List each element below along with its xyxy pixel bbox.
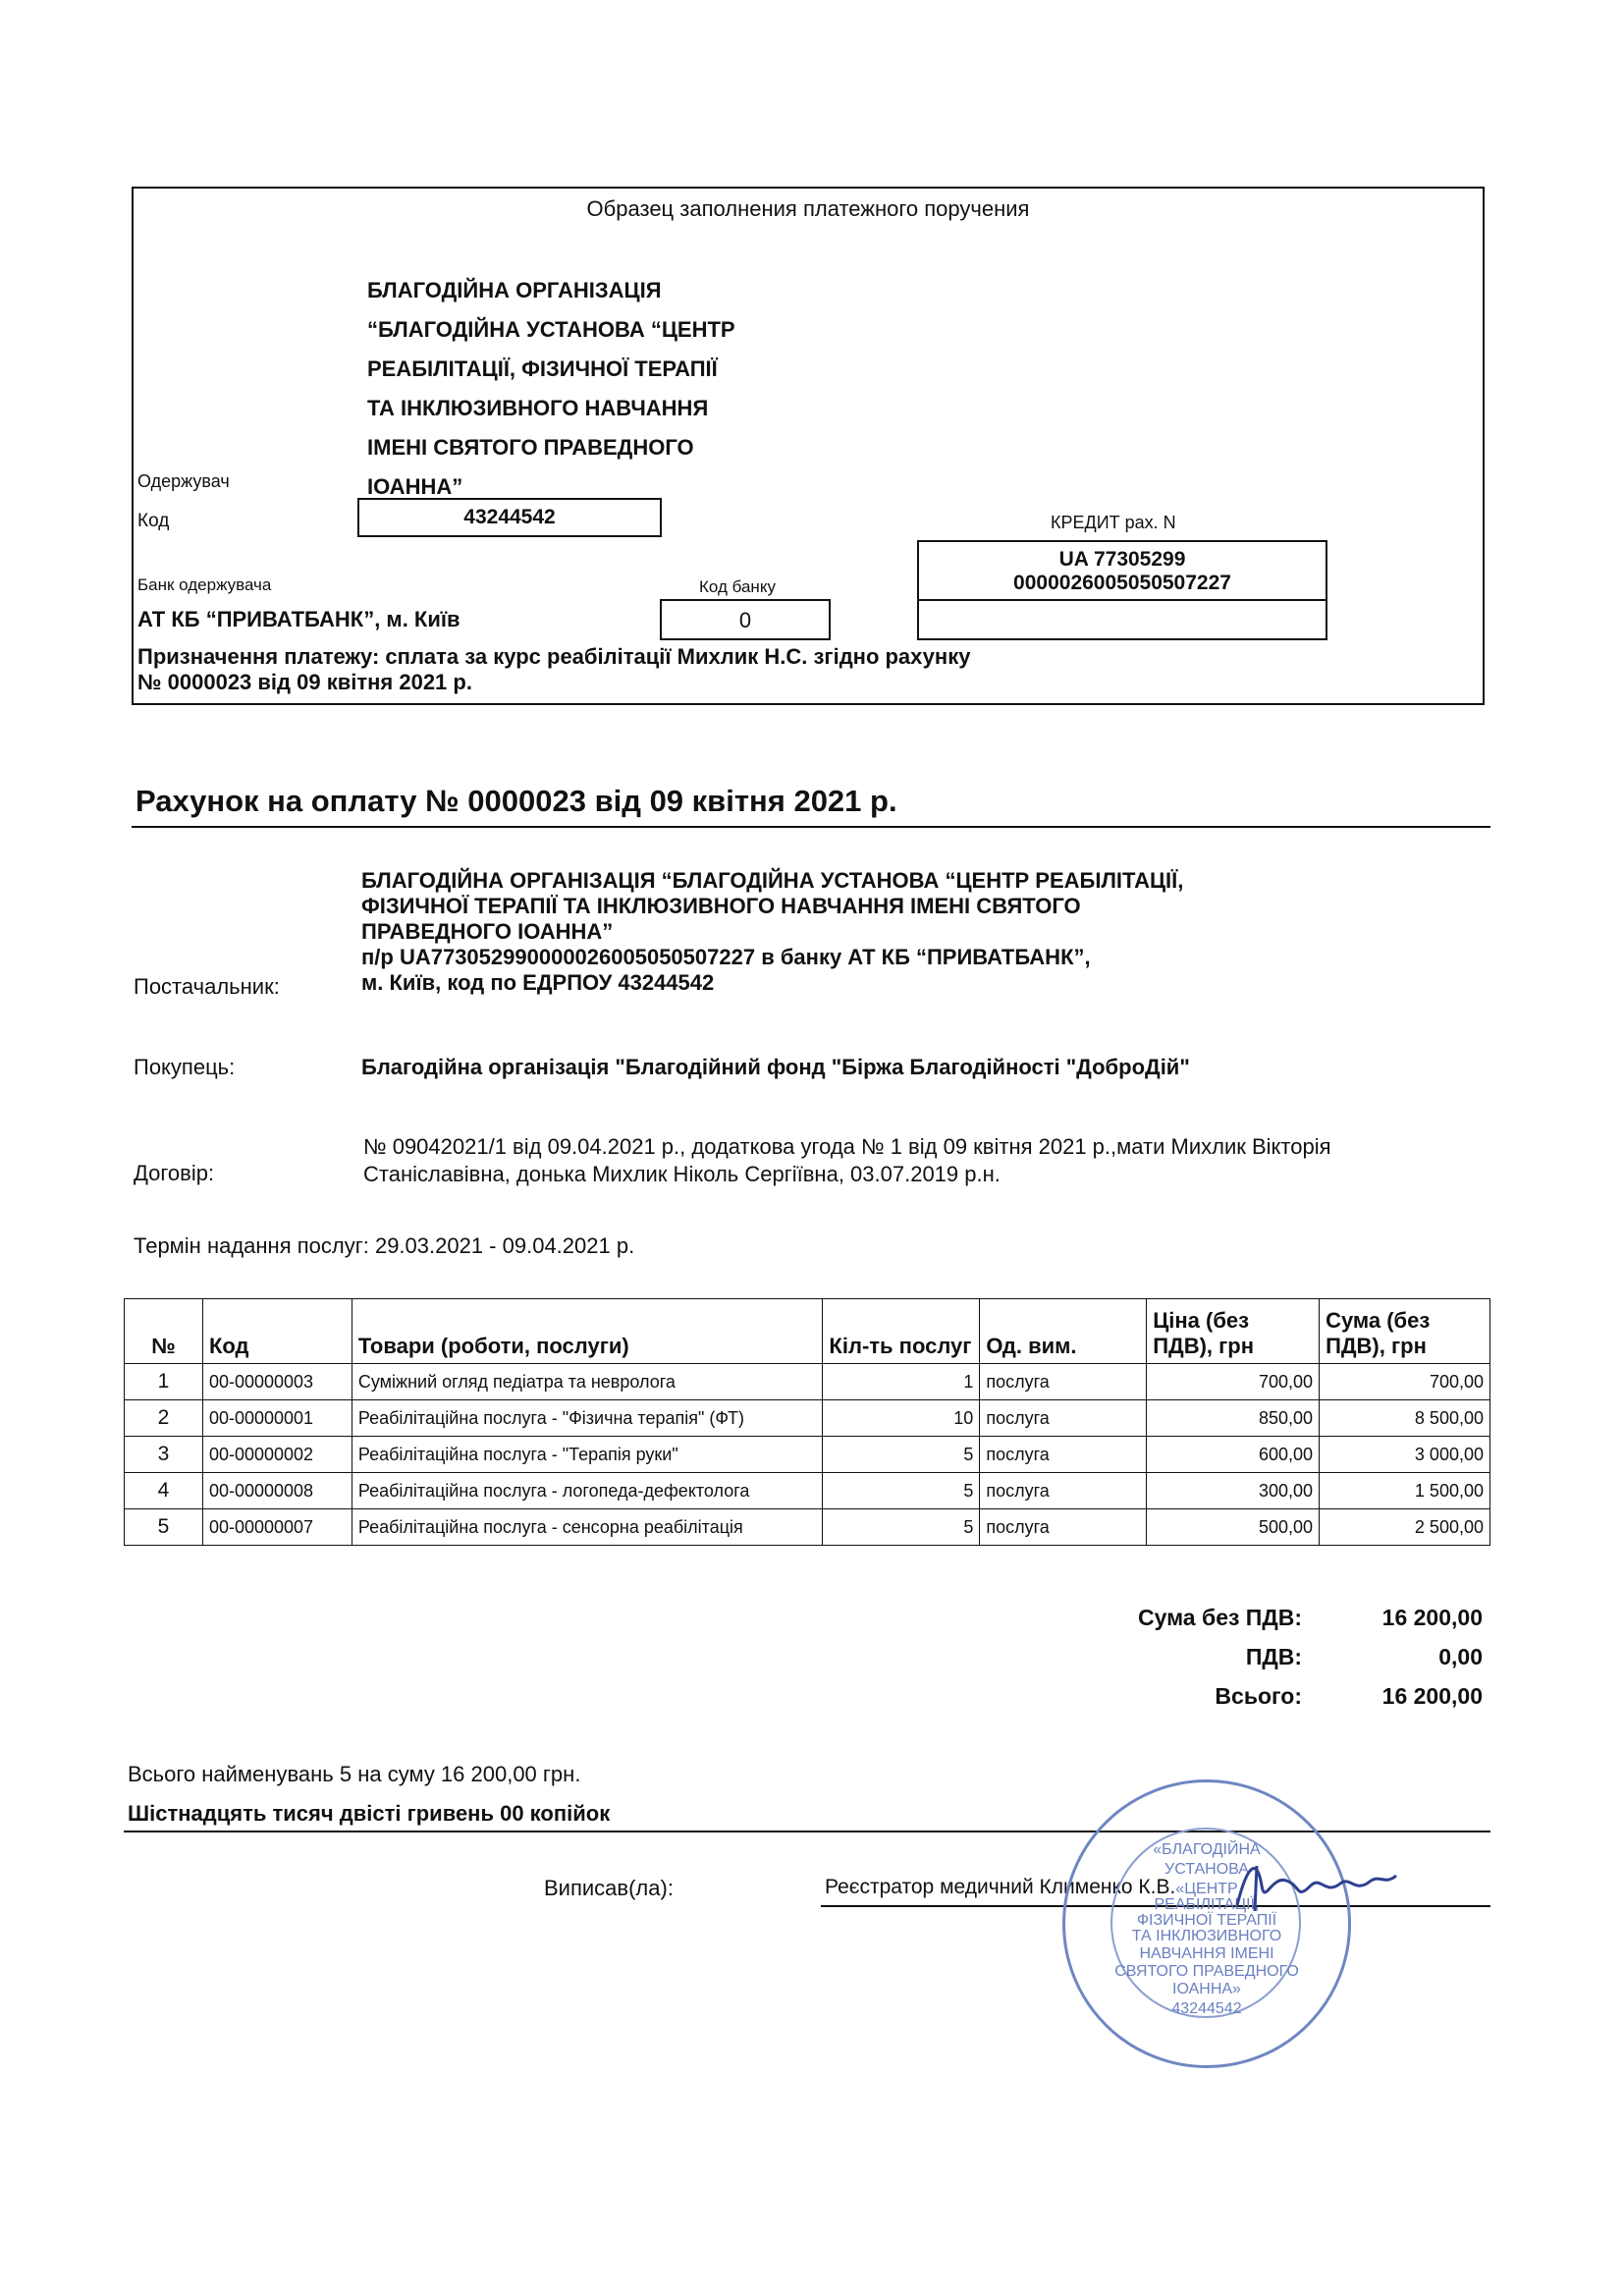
cell-sum: 700,00 [1320, 1364, 1490, 1400]
table-header-row [125, 1299, 1490, 1364]
cell-number: 1 [125, 1364, 203, 1400]
service-term: Термін надання послуг: 29.03.2021 - 09.04.2021 р. [134, 1233, 635, 1258]
cell-price: 600,00 [1147, 1437, 1320, 1473]
account-line-2: 0000026005050507227 [1013, 572, 1231, 594]
cell-qty: 5 [823, 1437, 980, 1473]
cell-unit: послуга [980, 1400, 1147, 1437]
cell-code: 00-00000001 [202, 1400, 352, 1437]
recipient-label: Одержувач [137, 471, 230, 491]
total-value: 16 200,00 [1381, 1683, 1483, 1709]
cell-qty: 5 [823, 1509, 980, 1546]
bank-code-box: 0 [660, 599, 831, 640]
cell-price: 500,00 [1147, 1509, 1320, 1546]
cell-unit: послуга [980, 1364, 1147, 1400]
supplier-line: м. Київ, код по ЕДРПОУ 43244542 [361, 970, 715, 995]
account-box [917, 540, 1327, 640]
table-row [125, 1509, 1490, 1546]
stamp-text: 43244542 [1171, 2000, 1242, 2017]
total-label: Всього: [1215, 1683, 1302, 1709]
cell-sum: 3 000,00 [1320, 1437, 1490, 1473]
purpose-line-1: Призначення платежу: сплата за курс реабілітації Михлик Н.С. згідно рахунку [137, 644, 971, 669]
cell-price: 700,00 [1147, 1364, 1320, 1400]
cell-unit: послуга [980, 1437, 1147, 1473]
supplier-line: ФІЗИЧНОЇ ТЕРАПІЇ ТА ІНКЛЮЗИВНОГО НАВЧАННЯ ІМЕНІ СВЯТОГО [361, 894, 1081, 918]
cell-qty: 10 [823, 1400, 980, 1437]
col-header-goods: Товари (роботи, послуги) [352, 1299, 823, 1364]
invoice-title: Рахунок на оплату № 0000023 від 09 квітня 2021 р. [135, 784, 897, 818]
cell-name: Реабілітаційна послуга - "Терапія руки" [352, 1437, 823, 1473]
credit-label: КРЕДИТ рах. N [1051, 513, 1176, 532]
recipient-line: ІМЕНІ СВЯТОГО ПРАВЕДНОГО [367, 435, 694, 460]
subtotal-label: Сума без ПДВ: [1138, 1605, 1302, 1630]
cell-number: 5 [125, 1509, 203, 1546]
vat-value: 0,00 [1438, 1644, 1483, 1669]
purpose-line-2: № 0000023 від 09 квітня 2021 р. [137, 670, 472, 694]
supplier-details [361, 868, 1183, 996]
supplier-label: Постачальник: [134, 974, 280, 999]
payment-form-title: Образец заполнения платежного поручения [586, 196, 1030, 221]
stamp-text: НАВЧАННЯ ІМЕНІ [1139, 1945, 1274, 1962]
stamp-text: ІОАННА» [1172, 1981, 1241, 1997]
cell-unit: послуга [980, 1509, 1147, 1546]
recipient-line: ТА ІНКЛЮЗИВНОГО НАВЧАННЯ [367, 396, 709, 420]
col-header-number: № [125, 1299, 203, 1364]
cell-code: 00-00000008 [202, 1473, 352, 1509]
recipient-line: “БЛАГОДІЙНА УСТАНОВА “ЦЕНТР [367, 317, 735, 342]
stamp-text: «ЦЕНТР [1175, 1881, 1238, 1897]
account-divider [919, 599, 1326, 601]
recipient-line: БЛАГОДІЙНА ОРГАНІЗАЦІЯ [367, 278, 662, 302]
stamp-text: ФІЗИЧНОЇ ТЕРАПІЇ [1136, 1912, 1277, 1929]
cell-code: 00-00000007 [202, 1509, 352, 1546]
cell-name: Реабілітаційна послуга - "Фізична терапія" (ФТ) [352, 1400, 823, 1437]
stamp-text: «БЛАГОДІЙНА [1153, 1841, 1261, 1858]
cell-code: 00-00000002 [202, 1437, 352, 1473]
col-header-quantity: Кіл-ть послуг [823, 1299, 980, 1364]
table-row [125, 1400, 1490, 1437]
cell-code: 00-00000003 [202, 1364, 352, 1400]
cell-name: Суміжний огляд педіатра та невролога [352, 1364, 823, 1400]
cell-qty: 5 [823, 1473, 980, 1509]
contract-line-2: Станіславівна, донька Михлик Ніколь Сергіївна, 03.07.2019 р.н. [363, 1162, 1001, 1186]
bank-label: Банк одержувача [137, 575, 272, 594]
table-row [125, 1473, 1490, 1509]
recipient-name [367, 271, 735, 507]
issued-by-label: Виписав(ла): [544, 1876, 674, 1900]
account-line-1: UA 77305299 [1058, 548, 1186, 571]
supplier-line: п/р UA773052990000026005050507227 в банку АТ КБ “ПРИВАТБАНК”, [361, 945, 1091, 969]
issued-by-name: Реєстратор медичний Клименко К.В. [825, 1876, 1176, 1898]
supplier-line: ПРАВЕДНОГО ІОАННА” [361, 919, 614, 944]
code-value-box: 43244542 [357, 498, 662, 537]
cell-number: 3 [125, 1437, 203, 1473]
cell-price: 300,00 [1147, 1473, 1320, 1509]
stamp-text: ТА ІНКЛЮЗИВНОГО [1131, 1928, 1282, 1944]
stamp-text: РЕАБІЛІТАЦІЇ, [1154, 1896, 1260, 1913]
contract-details [363, 1133, 1331, 1188]
cell-qty: 1 [823, 1364, 980, 1400]
recipient-line: РЕАБІЛІТАЦІЇ, ФІЗИЧНОЇ ТЕРАПІЇ [367, 356, 718, 381]
cell-sum: 8 500,00 [1320, 1400, 1490, 1437]
buyer-label: Покупець: [134, 1055, 236, 1079]
stamp-text: УСТАНОВА [1164, 1861, 1249, 1878]
cell-unit: послуга [980, 1473, 1147, 1509]
table-row [125, 1437, 1490, 1473]
col-header-price: Ціна (без ПДВ), грн [1147, 1299, 1320, 1364]
cell-sum: 2 500,00 [1320, 1509, 1490, 1546]
buyer-value: Благодійна організація "Благодійний фонд "Біржа Благодійності "ДоброДій" [361, 1055, 1190, 1079]
contract-line-1: № 09042021/1 від 09.04.2021 р., додаткова угода № 1 від 09 квітня 2021 р.,мати Михлик Вікторія [363, 1134, 1331, 1159]
vat-label: ПДВ: [1245, 1644, 1302, 1669]
col-header-unit: Од. вим. [980, 1299, 1147, 1364]
supplier-line: БЛАГОДІЙНА ОРГАНІЗАЦІЯ “БЛАГОДІЙНА УСТАНОВА “ЦЕНТР РЕАБІЛІТАЦІЇ, [361, 868, 1184, 893]
col-header-code: Код [202, 1299, 352, 1364]
contract-label: Договір: [134, 1161, 215, 1185]
handwritten-signature [1227, 1846, 1404, 1925]
amount-in-words: Шістнадцять тисяч двісті гривень 00 копійок [128, 1801, 611, 1826]
bank-name: АТ КБ “ПРИВАТБАНК”, м. Київ [137, 607, 460, 631]
stamp-text: СВЯТОГО ПРАВЕДНОГО [1114, 1963, 1299, 1980]
payment-purpose [137, 644, 970, 695]
subtotal-value: 16 200,00 [1381, 1605, 1483, 1630]
invoice-title-underline [132, 826, 1490, 828]
col-header-sum: Сума (без ПДВ), грн [1320, 1299, 1490, 1364]
cell-name: Реабілітаційна послуга - логопеда-дефектолога [352, 1473, 823, 1509]
cell-number: 2 [125, 1400, 203, 1437]
code-label: Код [137, 511, 170, 531]
items-table [124, 1298, 1490, 1546]
cell-sum: 1 500,00 [1320, 1473, 1490, 1509]
cell-price: 850,00 [1147, 1400, 1320, 1437]
recipient-line: ІОАННА” [367, 474, 463, 499]
cell-name: Реабілітаційна послуга - сенсорна реабілітація [352, 1509, 823, 1546]
cell-number: 4 [125, 1473, 203, 1509]
bank-code-label: Код банку [699, 577, 776, 596]
summary-line: Всього найменувань 5 на суму 16 200,00 грн. [128, 1762, 581, 1786]
table-row [125, 1364, 1490, 1400]
